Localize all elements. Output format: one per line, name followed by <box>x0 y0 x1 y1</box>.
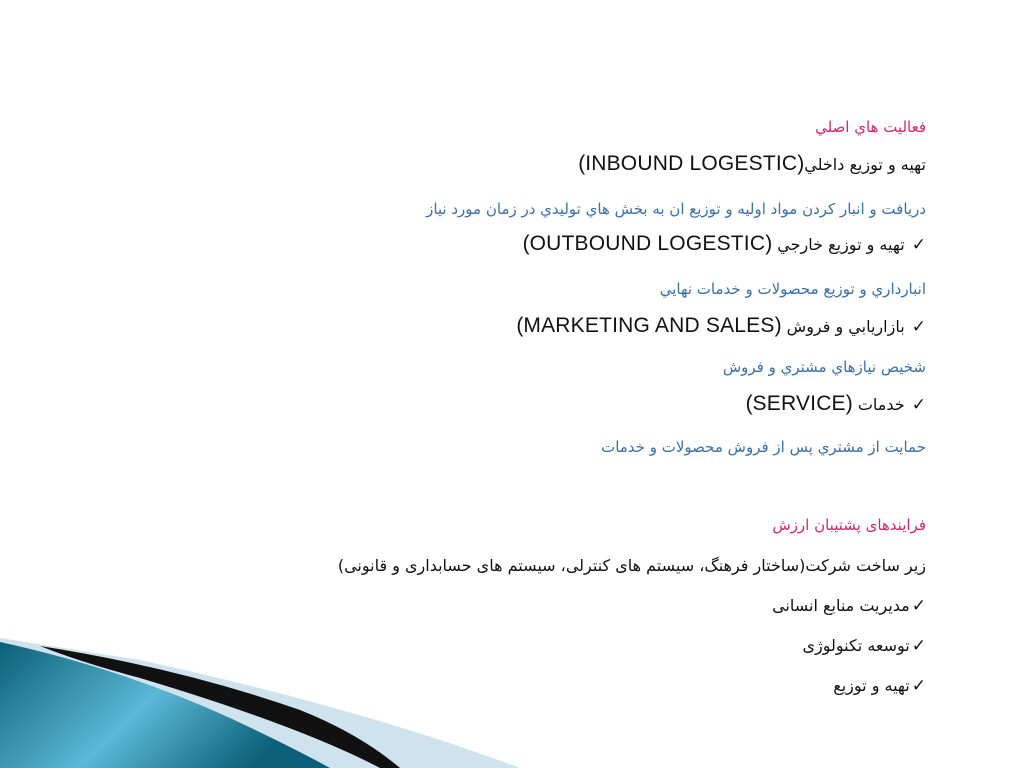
activity-label: تهيه و توزيع خارجي <box>777 235 905 254</box>
activity-english-term: (INBOUND LOGESTIC) <box>578 152 805 175</box>
check-icon: ✓ <box>911 317 926 337</box>
activity-service <box>746 392 926 416</box>
support-item-label: توسعه تکنولوژی <box>802 636 910 655</box>
check-icon: ✓ <box>911 596 926 616</box>
activity-label: بازاريابي و فروش <box>786 317 905 336</box>
activity-description: حمايت از مشتري پس از فروش محصولات و خدمات <box>601 438 926 456</box>
activity-english-term: (OUTBOUND LOGESTIC) <box>522 232 773 255</box>
support-item-label: تهیه و توزیع <box>833 676 910 695</box>
activity-inbound <box>578 152 926 176</box>
activity-description: دريافت و انبار كردن مواد اوليه و توزيع ان به بخش هاي توليدي در زمان مورد نياز <box>426 200 926 218</box>
check-icon: ✓ <box>911 235 926 255</box>
activity-label: خدمات <box>857 395 905 414</box>
activity-marketing <box>516 314 926 338</box>
check-icon: ✓ <box>911 676 926 696</box>
section-heading-support-activities: فرایندهای پشتیبان ارزش <box>772 516 926 534</box>
activity-label: تهيه و توزيع داخلي <box>804 155 926 174</box>
section-heading-main-activities: فعاليت هاي اصلي <box>815 118 926 136</box>
activity-english-term: (SERVICE) <box>745 392 853 415</box>
activity-description: شخيص نيازهاي مشتري و فروش <box>722 358 926 376</box>
check-icon: ✓ <box>911 636 926 656</box>
activity-description: انبارداري و توزيع محصولات و خدمات نهايي <box>659 280 926 298</box>
decorative-swoosh <box>0 638 1024 768</box>
activity-outbound <box>523 232 926 256</box>
infrastructure-line: زیر ساخت شرکت(ساختار فرهنگ، سیستم های کنترلی، سیستم های حسابداری و قانونی) <box>337 556 926 575</box>
support-item-hr <box>772 596 926 616</box>
support-item-label: مدیریت منابع انسانی <box>772 596 910 615</box>
activity-english-term: (MARKETING AND SALES) <box>516 314 782 337</box>
check-icon: ✓ <box>911 395 926 415</box>
